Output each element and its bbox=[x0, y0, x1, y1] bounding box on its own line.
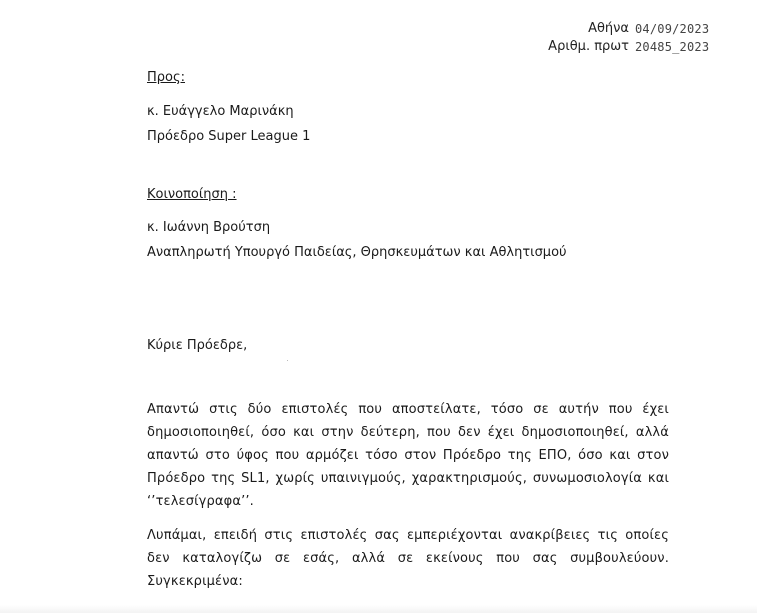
paragraph-1-line: Απαντώ στις δύο επιστολές που αποστείλατε, τόσο σε αυτήν που έχει bbox=[147, 402, 669, 417]
cc-title: Αναπληρωτή Υπουργό Παιδείας, Θρησκευμάτων και Αθλητισμού bbox=[147, 245, 567, 260]
protocol-number: 20485_2023 bbox=[635, 40, 710, 54]
recipient-heading: Προς: bbox=[147, 70, 185, 85]
paragraph-1-line: δημοσιοποιηθεί, όσο και στην δεύτερη, που δεν έχει δημοσιοποιηθεί, αλλά bbox=[147, 425, 669, 440]
paragraph-2-line: Λυπάμαι, επειδή στις επιστολές σας εμπεριέχονται ανακρίβειες τις οποίες bbox=[147, 528, 669, 543]
recipient-title: Πρόεδρο Super League 1 bbox=[147, 129, 311, 144]
paragraph-2-line: δεν καταλογίζω σε εσάς, αλλά σε εκείνους που σας συμβουλεύουν. bbox=[147, 551, 669, 566]
paragraph-1 bbox=[147, 398, 669, 513]
date-row bbox=[548, 20, 711, 38]
cc-name: κ. Ιωάννη Βρούτση bbox=[147, 220, 271, 235]
city-label: Αθήνα bbox=[588, 21, 629, 36]
page-bottom-edge bbox=[0, 605, 757, 613]
cc-heading: Κοινοποίηση : bbox=[147, 187, 237, 202]
letter-date: 04/09/2023 bbox=[635, 22, 710, 36]
salutation: Κύριε Πρόεδρε, bbox=[147, 338, 248, 353]
scan-speck bbox=[287, 360, 288, 361]
protocol-row bbox=[548, 38, 711, 56]
paragraph-2 bbox=[147, 524, 669, 593]
paragraph-2-line: Συγκεκριμένα: bbox=[147, 574, 243, 589]
letter-header bbox=[548, 20, 711, 56]
paragraph-1-line: απαντώ στο ύφος που αρμόζει τόσο στον Πρόεδρο της ΕΠΟ, όσο και στον bbox=[147, 448, 669, 463]
paragraph-1-line: Πρόεδρο της SL1, χωρίς υπαινιγμούς, χαρακτηρισμούς, συνωμοσιολογία και bbox=[147, 471, 669, 486]
protocol-label: Αριθμ. πρωτ bbox=[548, 39, 629, 54]
recipient-name: κ. Ευάγγελο Μαρινάκη bbox=[147, 104, 294, 119]
paragraph-1-line: ‘’τελεσίγραφα’’. bbox=[147, 494, 254, 509]
